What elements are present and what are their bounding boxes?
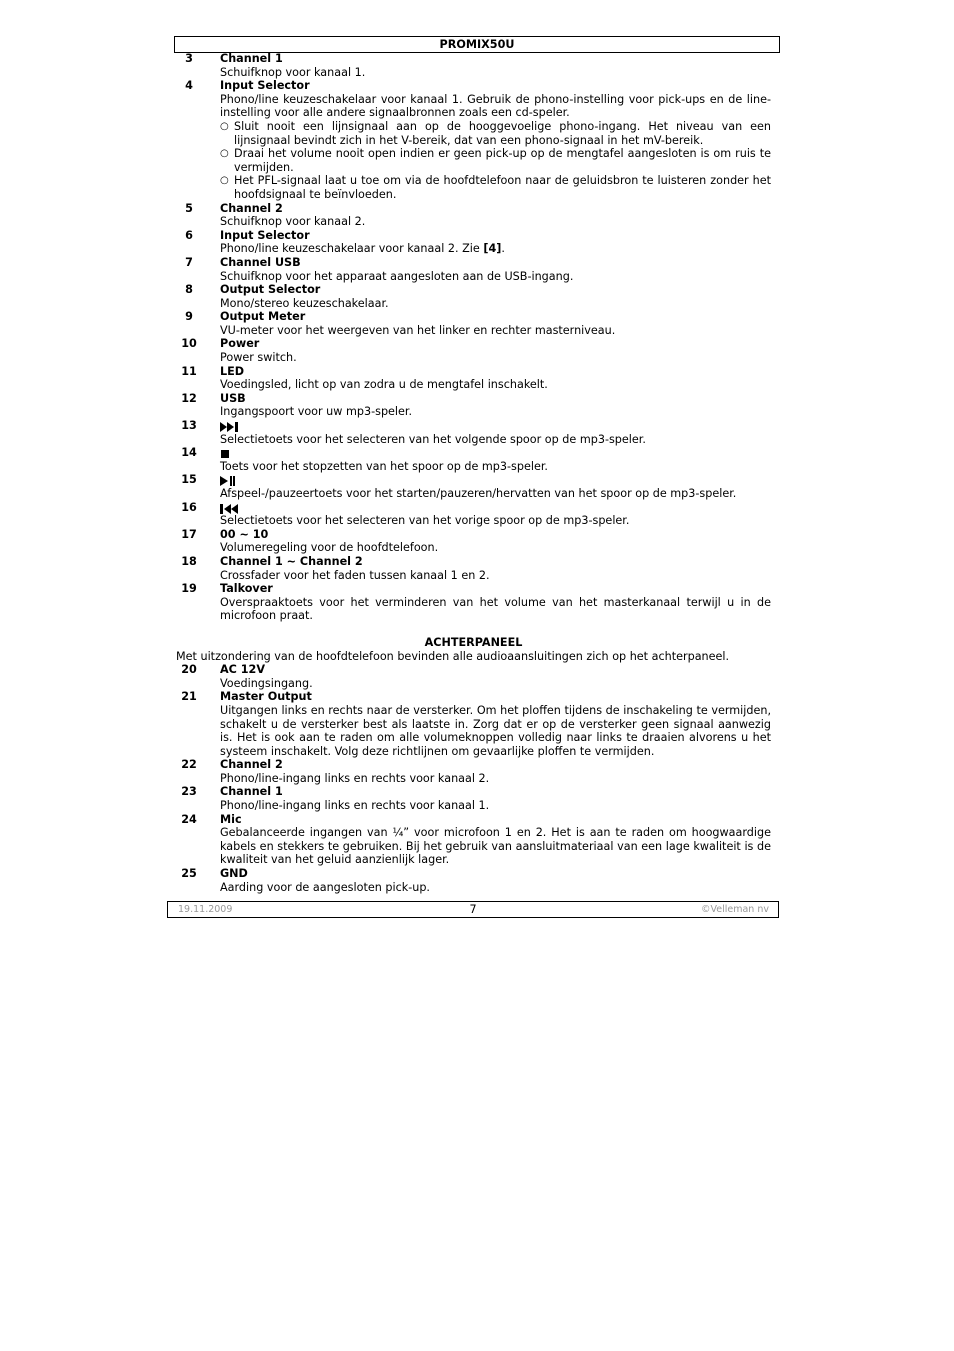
rear-panel-list bbox=[176, 663, 771, 894]
list-item bbox=[176, 365, 771, 392]
item-description-text: Voedingsled, licht op van zodra u de mengtafel inschakelt. bbox=[220, 378, 548, 392]
item-description bbox=[220, 514, 771, 528]
item-description bbox=[220, 541, 771, 555]
item-title bbox=[220, 501, 771, 515]
item-number: 7 bbox=[185, 255, 193, 269]
list-item bbox=[176, 52, 771, 79]
list-item bbox=[176, 555, 771, 582]
item-description-text: Ingangspoort voor uw mp3-speler. bbox=[220, 405, 413, 419]
item-number: 13 bbox=[181, 419, 197, 433]
item-title: GND bbox=[220, 867, 248, 881]
list-item bbox=[176, 229, 771, 256]
list-item bbox=[176, 446, 771, 473]
item-description bbox=[220, 772, 771, 786]
item-description-text: Uitgangen links en rechts naar de versterker. Om het ploffen tijdens de inschakeling te vermijden, schakelt u de versterker best als laatste in. Zorg dat er op de versterker geen signaal aanwezig is. Het is ook aan te raden om alle volumeknoppen volledig naar links te draaien alvorens u het systeem inschakelt. Volg deze richtlijnen om gevaarlijke ploffen te vermijden. bbox=[220, 703, 771, 758]
list-item bbox=[176, 528, 771, 555]
list-item bbox=[176, 785, 771, 812]
item-description bbox=[220, 799, 771, 813]
item-title: Output Meter bbox=[220, 310, 306, 324]
item-title bbox=[220, 473, 771, 487]
item-number: 19 bbox=[181, 582, 197, 596]
item-title: Talkover bbox=[220, 582, 273, 596]
item-description bbox=[220, 242, 771, 256]
item-description-text: Toets voor het stopzetten van het spoor op de mp3-speler. bbox=[220, 459, 548, 473]
item-number: 22 bbox=[181, 758, 197, 772]
item-number: 23 bbox=[181, 785, 197, 799]
bullet-item bbox=[220, 174, 771, 201]
page-header bbox=[174, 36, 780, 53]
item-title: Input Selector bbox=[220, 228, 310, 242]
item-description-text: Selectietoets voor het selecteren van het volgende spoor op de mp3-speler. bbox=[220, 432, 646, 446]
item-reference: [4] bbox=[483, 242, 502, 256]
item-title: Channel 1 ~ Channel 2 bbox=[220, 554, 363, 568]
bullet-marker: ○ bbox=[220, 175, 229, 187]
item-description-text: VU-meter voor het weergeven van het linker en rechter masterniveau. bbox=[220, 323, 616, 337]
item-number: 11 bbox=[181, 364, 197, 378]
item-description-text: Schuifknop voor kanaal 2. bbox=[220, 215, 366, 229]
list-item bbox=[176, 867, 771, 894]
item-description bbox=[220, 215, 771, 229]
list-item bbox=[176, 310, 771, 337]
item-description bbox=[220, 93, 771, 120]
item-description-text: Phono/line keuzeschakelaar voor kanaal 2. Zie bbox=[220, 242, 484, 256]
list-item bbox=[176, 501, 771, 528]
bullet-marker: ○ bbox=[220, 148, 229, 160]
item-description-text: Schuifknop voor het apparaat aangesloten aan de USB-ingang. bbox=[220, 269, 574, 283]
item-title: Channel 1 bbox=[220, 52, 283, 65]
item-description-text: Gebalanceerde ingangen van ¼” voor microfoon 1 en 2. Het is aan te raden om hoogwaardige kabels en stekkers te gebruiken. Bij het gebruik van aansluitmateriaal van een lage kwaliteit is de kwaliteit van het geluid aanzienlijk lager. bbox=[220, 826, 771, 867]
bullet-text: Draai het volume nooit open indien er geen pick-up op de mengtafel aangesloten is om ruis te vermijden. bbox=[234, 147, 771, 174]
item-number: 6 bbox=[185, 228, 193, 242]
item-description bbox=[220, 297, 771, 311]
item-description bbox=[220, 596, 771, 623]
item-description-text: Power switch. bbox=[220, 351, 297, 365]
list-item bbox=[176, 663, 771, 690]
item-description bbox=[220, 677, 771, 691]
list-item bbox=[176, 758, 771, 785]
item-number: 18 bbox=[181, 554, 197, 568]
item-description bbox=[220, 569, 771, 583]
list-item bbox=[176, 337, 771, 364]
bullet-item bbox=[220, 120, 771, 147]
item-number: 3 bbox=[185, 52, 193, 65]
item-description bbox=[220, 66, 771, 80]
manual-content bbox=[176, 52, 771, 894]
item-title bbox=[220, 446, 771, 460]
section-intro: Met uitzondering van de hoofdtelefoon bevinden alle audioaansluitingen zich op het achterpaneel. bbox=[176, 649, 730, 663]
bullet-marker: ○ bbox=[220, 120, 229, 132]
item-description bbox=[220, 881, 771, 895]
bullet-text: Het PFL-signaal laat u toe om via de hoofdtelefoon naar de geluidsbron te luisteren zonder het hoofdsignaal te beïnvloeden. bbox=[234, 174, 771, 201]
item-title bbox=[220, 419, 771, 433]
item-number: 16 bbox=[181, 500, 197, 514]
bullet-item bbox=[220, 147, 771, 174]
list-item bbox=[176, 283, 771, 310]
item-description bbox=[220, 460, 771, 474]
item-description-text: Crossfader voor het faden tussen kanaal 1 en 2. bbox=[220, 568, 490, 582]
item-title: AC 12V bbox=[220, 663, 265, 677]
item-description bbox=[220, 704, 771, 758]
list-item bbox=[176, 813, 771, 867]
item-description-text: Phono/line keuzeschakelaar voor kanaal 1. Gebruik de phono-instelling voor pick-ups en de line-instelling voor alle andere signaalbronnen zoals een cd-speler. bbox=[220, 92, 771, 120]
item-title: Input Selector bbox=[220, 79, 310, 93]
item-number: 17 bbox=[181, 527, 197, 541]
item-description-text: Mono/stereo keuzeschakelaar. bbox=[220, 296, 389, 310]
item-number: 4 bbox=[185, 79, 193, 93]
item-description bbox=[220, 351, 771, 365]
list-item bbox=[176, 582, 771, 623]
item-description-text: Voedingsingang. bbox=[220, 676, 313, 690]
item-description bbox=[220, 487, 771, 501]
item-description-text: Phono/line-ingang links en rechts voor kanaal 2. bbox=[220, 771, 490, 785]
item-title: Channel USB bbox=[220, 255, 301, 269]
footer-date: 19.11.2009 bbox=[178, 904, 233, 915]
item-title: Master Output bbox=[220, 690, 312, 704]
item-description bbox=[220, 378, 771, 392]
list-item bbox=[176, 79, 771, 201]
item-description-text: Selectietoets voor het selecteren van het vorige spoor op de mp3-speler. bbox=[220, 514, 630, 528]
list-item bbox=[176, 690, 771, 758]
item-number: 25 bbox=[181, 867, 197, 881]
item-description-text: Afspeel-/pauzeertoets voor het starten/pauzeren/hervatten van het spoor op de mp3-speler. bbox=[220, 487, 737, 500]
item-number: 24 bbox=[181, 812, 197, 826]
item-number: 21 bbox=[181, 690, 197, 704]
item-number: 12 bbox=[181, 391, 197, 405]
footer-copyright: ©Velleman nv bbox=[701, 904, 769, 915]
item-description bbox=[220, 405, 771, 419]
list-item bbox=[176, 392, 771, 419]
item-number: 14 bbox=[181, 446, 197, 460]
item-description-text: Overspraaktoets voor het verminderen van het volume van het masterkanaal terwijl u in de microfoon praat. bbox=[220, 595, 771, 623]
item-description bbox=[220, 324, 771, 338]
item-title: Power bbox=[220, 337, 260, 351]
page-header-title: PROMIX50U bbox=[439, 38, 515, 51]
item-number: 9 bbox=[185, 310, 193, 324]
item-description bbox=[220, 270, 771, 284]
item-number: 5 bbox=[185, 201, 193, 215]
item-title: Channel 2 bbox=[220, 758, 283, 772]
item-description-text: Volumeregeling voor de hoofdtelefoon. bbox=[220, 541, 439, 555]
item-number: 15 bbox=[181, 473, 197, 487]
item-number: 8 bbox=[185, 283, 193, 297]
item-description-text: Aarding voor de aangesloten pick-up. bbox=[220, 880, 430, 894]
item-title: LED bbox=[220, 364, 245, 378]
list-item bbox=[176, 256, 771, 283]
bullet-text: Sluit nooit een lijnsignaal aan op de hooggevoelige phono-ingang. Het niveau van een lijnsignaal bevindt zich in het V-bereik, dat van een phono-signaal in het mV-bereik. bbox=[234, 119, 771, 147]
item-title: Channel 2 bbox=[220, 201, 283, 215]
item-title: USB bbox=[220, 391, 246, 405]
item-description-text: Phono/line-ingang links en rechts voor kanaal 1. bbox=[220, 799, 490, 813]
item-description-text: Schuifknop voor kanaal 1. bbox=[220, 65, 366, 79]
item-number: 10 bbox=[181, 337, 197, 351]
section-title: ACHTERPANEEL bbox=[424, 635, 523, 649]
list-item bbox=[176, 419, 771, 446]
controls-list bbox=[176, 52, 771, 623]
item-description bbox=[220, 826, 771, 867]
item-description bbox=[220, 433, 771, 447]
item-title: Channel 1 bbox=[220, 785, 283, 799]
list-item bbox=[176, 473, 771, 500]
page-footer bbox=[167, 901, 779, 918]
item-title: 00 ~ 10 bbox=[220, 527, 269, 541]
item-title: Mic bbox=[220, 812, 242, 826]
item-title: Output Selector bbox=[220, 283, 321, 297]
item-description-end: . bbox=[501, 242, 505, 256]
footer-page-number: 7 bbox=[469, 903, 477, 916]
list-item bbox=[176, 202, 771, 229]
item-number: 20 bbox=[181, 663, 197, 677]
